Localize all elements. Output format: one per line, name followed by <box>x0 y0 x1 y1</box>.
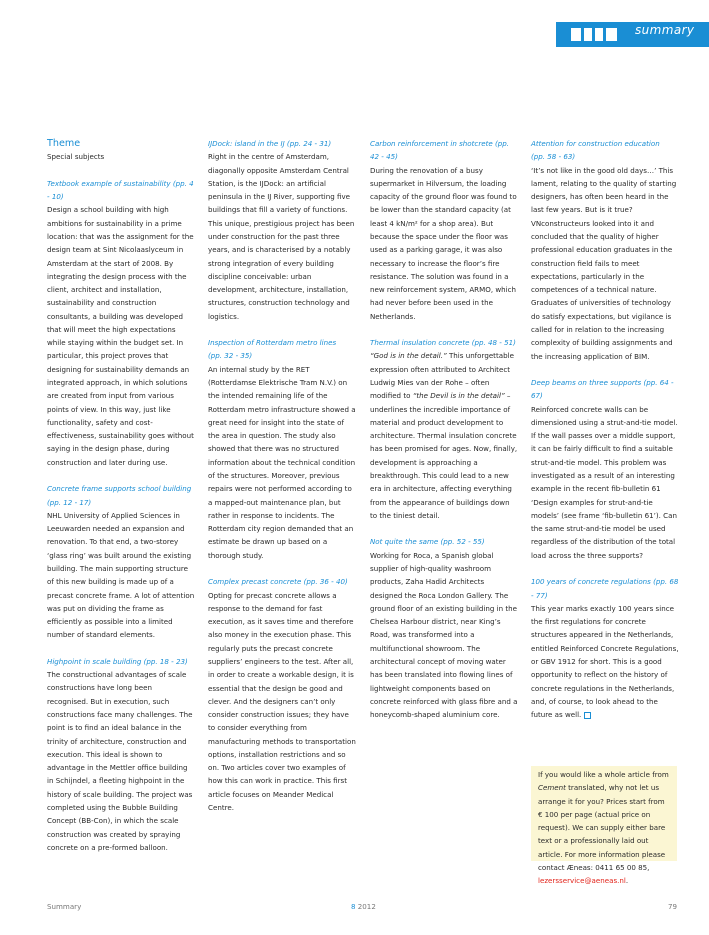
article-title: Highpoint in scale building (pp. 18 - 23) <box>47 656 188 666</box>
footer-issue <box>351 902 376 911</box>
article-body: Working for Roca, a Spanish global supplier of high-quality washroom products, Zaha Hadid Architects designed the Roca London Gallery. The ground floor of an existing building in the Chelsea Harbour district, near King’s Road, was transformed into a multifunctional showroom. The architectural concept of moving water has been translated into flowing lines of lightweight components based on concrete reinforced with glass fibre and a honeycomb-shaped aluminium core. <box>370 550 518 720</box>
article-page-ref: (pp. 12 - 17) <box>47 497 92 507</box>
article-quote: “the Devil is in the detail” <box>412 391 505 401</box>
article-body <box>370 349 518 522</box>
article-body-part: This year marks exactly 100 years since the first regulations for concrete structures appeared in the Netherlands, entitled Reinforced Concrete Regulations, or GBV 1912 for short. This is a good opportunity to reflect on the history of concrete regulations in the Netherlands, and, of course, to look ahead to the future as well. <box>531 603 679 720</box>
notice-text: If you would like a whole article from Cement translated, why not let us arrange it for you? Prices start from € 100 per page (actual price on request). We can supply either bare text or a professionally laid out article. For more information please contact Æneas: 0411 65 00 85, lezersservice@aeneas.nl. <box>538 770 669 886</box>
article-page-ref: (pp. 58 - 63) <box>531 152 576 162</box>
article-title: Thermal insulation concrete (pp. 48 - 51) <box>370 338 516 348</box>
article-title: Complex precast concrete (pp. 36 - 40) <box>208 577 348 587</box>
article-body: Design a school building with high ambitions for sustainability in a prime location: that was the assignment for the design team at Sint Nicolaaslyceum in Amsterdam at the start of 2008. By integrating the design process with the client, architect and installation, sustainability and construction consultants, a building was developed that will meet the high expectations while staying within the budget set. In particular, this project proves that designing for sustainability demands an integrated approach, in which solutions are created from input from various points of view. In this way, just like functionality, safety and cost-effectiveness, sustainability goes without saying in the design phase, during construction and later during use. <box>47 205 194 467</box>
article-body: The constructional advantages of scale constructions have long been recognised. But in execution, such constructions face many challenges. The point is to find an ideal balance in the trinity of architecture, construction and execution. This ideal is shown to advantage in the Mettler office building in Schijndel, a fleeting highpoint in the history of scale building. The project was completed using the Bubble Building Concept (BB-Con), in which the scale construction was created by spraying concrete on a pre-formed balloon. <box>47 670 193 852</box>
magazine-name: Cement <box>538 783 566 793</box>
article-page-ref: (pp. 32 - 35) <box>208 351 253 361</box>
column-3 <box>370 137 518 721</box>
article-body: NHL University of Applied Sciences in Leeuwarden needed an expansion and renovation. To that end, a two-storey ‘glass ring’ was built around the existing building. The main supporting structure of this new building is made up of a precast concrete frame. A lot of attention was put on dividing the frame as efficiently as possible into a limited number of standard elements. <box>47 510 195 640</box>
theme-heading: Theme <box>47 138 81 149</box>
article-title: IJDock: island in the IJ (pp. 24 - 31) <box>208 139 332 148</box>
article-body: Reinforced concrete walls can be dimensioned using a strut-and-tie model. If the wall passes over a middle support, it can be fairly difficult to find a suitable strut-and-tie model. This problem was investigated as a result of an interesting example in the recent fib-bulletin 61 ‘Design examples for strut-and-tie models’ (see frame ‘fib-bulletin 61’). Can the same strut-and-tie model be used regardless of the distribution of the total load across the three supports? <box>531 404 678 560</box>
article-body: Right in the centre of Amsterdam, diagonally opposite Amsterdam Central Station, is the IJDock: an artificial peninsula in the IJ River, supporting five buildings that fill a variety of functions. This unique, prestigious project has been under construction for the past three years, and is characterised by a notably strong integration of every building discipline conceivable: urban development, architecture, installation, structures, construction technology and logistics. <box>208 152 355 321</box>
article-title: Deep beams on three supports (pp. 64 - 67) <box>531 378 674 401</box>
issue-number: 8 <box>351 902 356 911</box>
article-title: Inspection of Rotterdam metro lines <box>208 338 337 348</box>
footer-section: Summary <box>47 902 82 911</box>
article-title: Concrete frame supports school building <box>47 484 192 494</box>
section-tag-label: summary <box>635 23 695 37</box>
article-body <box>531 602 679 722</box>
article-body-part: – underlines the incredible importance of material and product development to architecture. Thermal insulation concrete has been promised for ages. Now, finally, development is approaching a breakthrough. This could lead to a new era in architecture, affecting everything from the appearance of buildings down to the tiniest detail. <box>370 391 518 520</box>
article-title: Carbon reinforcement in shotcrete (pp. 42 - 45) <box>370 139 510 162</box>
column-4 <box>531 137 679 721</box>
article-title: Textbook example of sustainability (pp. 4 - 10) <box>47 178 194 202</box>
article-title: Not quite the same (pp. 52 - 55) <box>370 537 485 547</box>
page-number: 79 <box>668 902 678 911</box>
article-title: Attention for construction education <box>531 139 660 148</box>
section-tag <box>556 22 709 47</box>
column-1 <box>47 137 195 854</box>
theme-subheading: Special subjects <box>47 152 105 162</box>
article-body: During the renovation of a busy supermarket in Hilversum, the loading capacity of the ground floor was found to be lower than the standard capacity (at least 4 kN/m² for a shop area). But because the space under the floor was used as a parking garage, it was also necessary to increase the floor’s fire resistance. The solution was found in a new reinforcement system, ARMO, which had never before been used in the Netherlands. <box>370 165 517 321</box>
end-mark-icon <box>584 712 591 719</box>
article-quote: “God is in the detail.” <box>370 351 447 361</box>
column-2 <box>208 137 356 814</box>
cement-logo <box>571 28 617 41</box>
translation-notice <box>531 766 677 886</box>
issue-year: 2012 <box>357 902 376 911</box>
article-title: 100 years of concrete regulations (pp. 68 - 77) <box>531 577 679 600</box>
article-body: Opting for precast concrete allows a response to the demand for fast execution, as it saves time and therefore also money in the execution phase. This regularly puts the precast concrete suppliers’ engineers to the test. After all, in order to create a workable design, it is essential that the design be good and clever. And the designers can’t only consider construction issues; they have to consider everything from manufacturing methods to transportation options, installation restrictions and so on. Two articles cover two examples of how this can work in practice. This first article focuses on Meander Medical Centre. <box>208 590 356 813</box>
article-body: ‘It’s not like in the good old days…’ This lament, relating to the quality of starting designers, has often been heard in the last few years. But is it true? VNconstructeurs looked into it and concluded that the quality of higher professional education graduates in the construction field fails to meet expectations, particularly in the competences of a technical nature. Graduates of universities of technology do satisfy expectations, but vigilance is called for in relation to the increasing complexity of building assignments and the increasing application of BIM. <box>531 165 677 361</box>
email-link[interactable]: lezersservice@aeneas.nl <box>538 876 626 886</box>
article-body-part: This unforgettable expression often attributed to Architect Ludwig Mies van der Rohe – often modified to <box>370 351 514 401</box>
article-body: An internal study by the RET (Rotterdamse Elektrische Tram N.V.) on the intended remaining life of the Rotterdam metro infrastructure showed a great need for insight into the state of the area in question. The study also showed that there was no structured information about the technical condition of the structures. Moreover, previous repairs were not performed according to a mapped-out maintenance plan, but rather in response to incidents. The Rotterdam city region demanded that an estimate be drawn up based on a thorough study. <box>208 364 356 560</box>
